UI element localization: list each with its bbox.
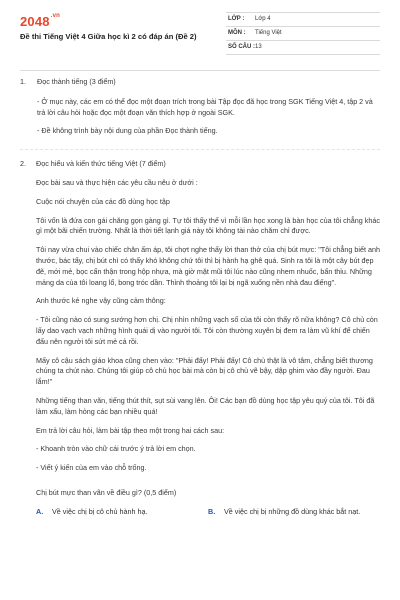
logo-main: 2048 — [20, 14, 50, 29]
choice-text: Về việc chị bị cô chủ hành hạ. — [52, 506, 148, 516]
meta-value: Lớp 4 — [255, 16, 271, 22]
document-title: Đề thi Tiếng Việt 4 Giữa học kì 2 có đáp án (Đề 2) — [20, 32, 197, 41]
section-body — [36, 159, 380, 517]
paragraph: - Ở mục này, các em có thể đọc một đoạn trích trong bài Tập đọc đã học trong SGK Tiếng Việt 4, tập 2 và trả lời câu hỏi hoặc đọc một đoạn văn thích hợp ở ngoài SGK. — [37, 96, 373, 117]
paragraph: - Khoanh tròn vào chữ cái trước ý trả lời em chọn. — [36, 444, 196, 454]
meta-label: SỐ CÂU : — [228, 44, 255, 50]
choice-text: Về việc chị bị những đồ dùng khác bắt nạt. — [224, 506, 361, 516]
meta-row-subject — [226, 27, 380, 41]
site-logo[interactable] — [20, 12, 60, 32]
paragraph: Mấy cô cậu sách giáo khoa cũng chen vào: "Phải đấy! Phải đấy! Cô chủ thật là vô tâm, chẳng biết thương chúng ta chút nào. Chúng tôi giúp cô chủ học bài mà còn bị cô chủ vẽ bậy, dập ghim vào đầy người. Đau lắm!" — [36, 355, 373, 387]
exam-content — [20, 77, 380, 518]
meta-value: 13 — [255, 44, 262, 50]
section-title: Đọc thành tiếng (3 điểm) — [37, 77, 116, 86]
section-reading-aloud — [20, 77, 380, 145]
header-divider — [20, 70, 380, 71]
section-reading-comprehension — [20, 159, 380, 517]
meta-label: LỚP : — [228, 16, 245, 22]
paragraph: Anh thước kẻ nghe vậy cũng cảm thông: — [36, 296, 166, 306]
section-body — [37, 77, 380, 145]
question-text: Chị bút mực than vãn về điều gì? (0,5 điểm) — [36, 487, 177, 497]
section-number: 2. — [20, 159, 26, 169]
page-header — [0, 0, 400, 64]
answer-choices — [36, 507, 380, 518]
meta-row-class — [226, 13, 380, 27]
story-title: Cuộc nói chuyện của các đồ dùng học tập — [36, 196, 170, 206]
choice-letter: B. — [208, 506, 216, 516]
meta-label: MÔN : — [228, 30, 246, 36]
paragraph: Tôi vốn là đứa con gái chăng gọn gàng gì. Tự tôi thấy thế vì mỗi lần học xong là bàn học của tôi chẳng khác gì một bãi chiến trường. Nhất là thời tiết lạnh giá này tôi không tài nào chăm chỉ được. — [36, 215, 380, 236]
meta-value: Tiếng Việt — [255, 30, 282, 36]
choice-letter: A. — [36, 506, 44, 516]
meta-row-count — [226, 41, 380, 55]
logo-sub: .vn — [50, 13, 61, 19]
choice-b[interactable] — [208, 507, 380, 518]
paragraph: Tôi nay vừa chui vào chiếc chăn ấm áp, tôi chợt nghe thấy lời than thở của chị bút mực: "Tôi chẳng biết anh thước, bác tẩy, chị bút chì có thấy khó không chứ tôi thì bị hành hạ ghê quá. Sinh ra tôi là một cây bút đẹp đẽ, mới mẻ, bọc cẩn thận trong hộp nhựa, mà giờ mặt mũi tôi lúc nào cũng nhem nhuốc, bẩn thỉu. Những mảng da của tôi loang lổ, bong tróc dần. Thỉnh thoảng tôi lại bị ngã xuống nền nhà đau điếng". — [36, 245, 380, 287]
paragraph: - Đề không trình bày nội dung của phần Đọc thành tiếng. — [37, 126, 218, 136]
paragraph: Em trả lời câu hỏi, làm bài tập theo một trong hai cách sau: — [36, 425, 225, 435]
section-number: 1. — [20, 77, 26, 86]
section-title: Đọc hiểu và kiến thức tiếng Việt (7 điểm) — [36, 159, 166, 169]
paragraph: Những tiếng than vãn, tiếng thút thít, sụt sùi vang lên. Ôi! Các bạn đồ dùng học tập yêu quý của tôi. Tôi đã làm xấu, làm hỏng các bạn nhiều quá! — [36, 395, 375, 416]
paragraph: - Tôi cũng nào có sung sướng hơn chị. Chị nhìn những vạch số của tôi còn thấy rõ nữa không? Cô chủ còn lấy dao vạch vạch những hình quái dị vào người tôi. Tôi còn thường xuyên bị đem ra làm vũ khí để chiến đấu nên người tôi sứt mẻ cả rồi. — [36, 315, 378, 346]
paragraph: - Viết ý kiến của em vào chỗ trống. — [36, 463, 147, 473]
meta-table — [226, 12, 380, 55]
choice-a[interactable] — [36, 507, 208, 518]
section-divider — [20, 149, 380, 150]
paragraph: Đọc bài sau và thực hiện các yêu cầu nêu ở dưới : — [36, 177, 198, 187]
